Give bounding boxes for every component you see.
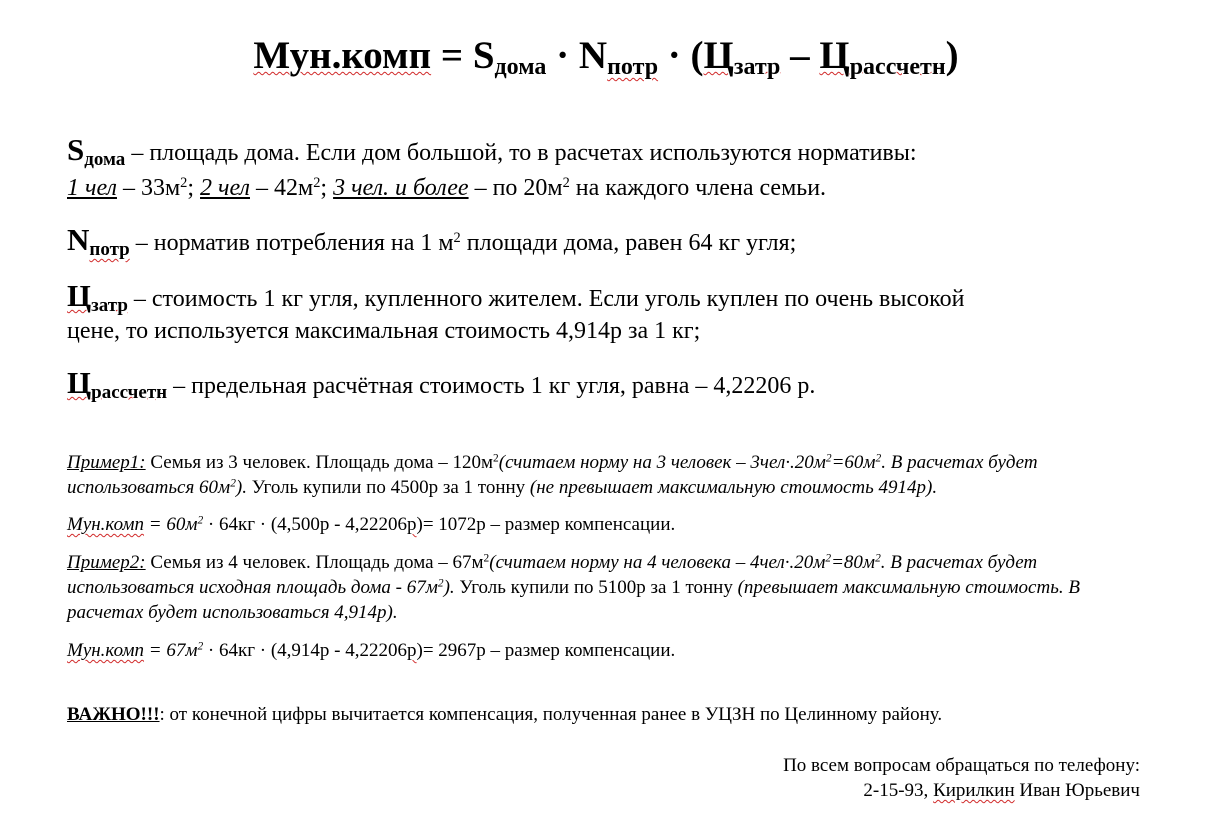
contact-line-2: 2-15-93, Кирилкин Иван Юрьевич [863,780,1140,801]
formula-s-sub: дома [494,54,547,80]
definition-c-rasch: $Ц_{рассчетн}$ – предельная расчётная стоимость 1 кг угля, равна – 4,22206 р. [67,365,816,403]
definition-n: $N_{потр}$ – норматив потребления на 1 $м^2$ площади дома, равен 64 кг угля; [67,222,797,260]
formula-s: S [472,34,495,77]
definition-s: $S_{дома}$ – площадь дома. Если дом большой, то в расчетах используются нормативы: [67,132,917,170]
calculation-2: Мун.комп = $67м^2 \cdot 64кг \cdot (4,914р - 4,22206р)= 2967р$ – размер компенсации. [67,640,676,661]
norm-1-person: 1 чел [67,175,117,201]
formula-heading: Мун.комп = $S_{дома} \cdot N_{потр} \cdot (Ц_{затр} - Ц_{рассчетн})$ [253,34,959,80]
formula-c2: $Ц_{рассчетн}$ [819,34,946,80]
norm-3-persons: 3 чел. и более [333,175,469,201]
formula-n-sub: потр [607,54,659,80]
calculation-1: Мун.комп = $60м^2 \cdot 64кг \cdot (4,500р - 4,22206р)= 1072р$ – размер компенсации. [67,514,676,535]
formula-c1: $Ц_{затр}$ [703,34,781,80]
formula-lhs: Мун.комп [253,34,432,77]
norm-2-persons: 2 чел [200,175,250,201]
contact-line-1: По всем вопросам обращаться по телефону: [783,755,1140,776]
contact-surname: Кирилкин [933,780,1015,801]
example-1: Пример1: Семья из 3 человек. Площадь дома – $120м^2(считаем$ норму на 3 человек – $3чел\cdot.20м^2=60м^2$. В расчетах будет использоваться $60м^2$). Уголь купили по 4500р за 1 тонну (не превышает максимальную стоимость 4914р). [67,452,1038,498]
formula-n: N [578,34,608,77]
definition-s-norms: 1 чел – $33м^2$; 2 чел – $42м^2$; 3 чел. и более – по $20м^2$ на каждого члена семьи. [67,175,827,201]
example-2: Пример2: Семья из 4 человек. Площадь дома – $67м^2(считаем$ норму на 4 человека – $4чел\cdot.20м^2=80м^2$. В расчетах будет использоваться исходная площадь дома - $67м^2$). Уголь купили по 5100р за 1 тонну (превышает максимальную стоимость. В расчетах будет использоваться 4,914р). [67,552,1080,623]
definition-c-zatr: $Ц_{затр}$ – стоимость 1 кг угля, купленного жителем. Если уголь куплен по очень высокой [67,278,965,316]
definition-c-zatr-line2: цене, то используется максимальная стоимость 4,914р за 1 кг; [67,318,701,344]
important-note: ВАЖНО!!!: от конечной цифры вычитается компенсация, полученная ранее в УЦЗН по Целинному району. [67,704,943,725]
